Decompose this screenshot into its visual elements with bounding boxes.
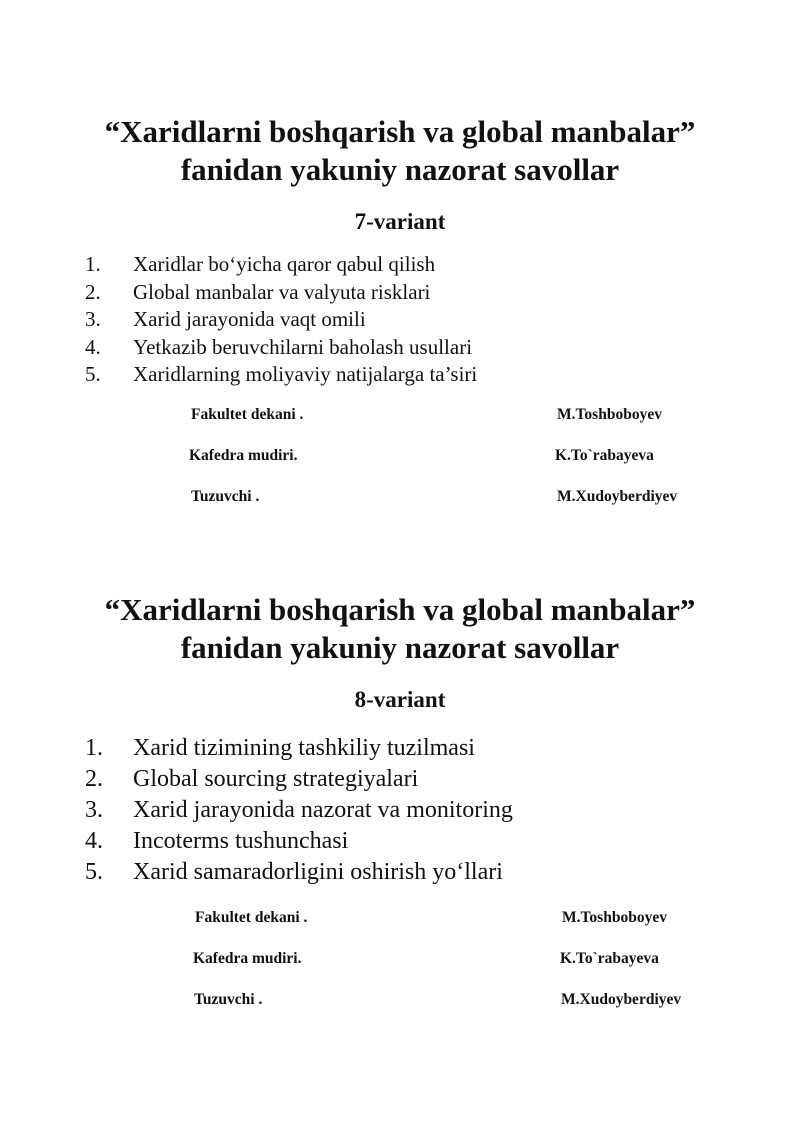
question-text: Xaridlar bo‘yicha qaror qabul qilish xyxy=(133,252,436,276)
signature-person: M.Xudoyberdiyev xyxy=(557,487,678,505)
signature-role: Kafedra mudiri. xyxy=(193,950,302,967)
question-item xyxy=(0,361,800,389)
signature-person: K.To`rabayeva xyxy=(560,950,659,967)
question-number: 4. xyxy=(85,828,103,854)
signature-person: M.Toshboboyev xyxy=(557,405,662,423)
document-title xyxy=(0,113,800,189)
question-text: Global sourcing strategiyalari xyxy=(133,766,419,792)
signature-row xyxy=(0,908,800,949)
signature-role: Fakultet dekani . xyxy=(195,909,308,926)
question-number: 3. xyxy=(85,797,103,823)
question-text: Global manbalar va valyuta risklari xyxy=(133,279,431,304)
variant-heading: 7-variant xyxy=(354,209,446,234)
question-number: 5. xyxy=(85,362,101,386)
question-text: Incoterms tushunchasi xyxy=(133,828,349,854)
question-item xyxy=(0,334,800,362)
question-number: 2. xyxy=(85,279,101,304)
signature-person: K.To`rabayeva xyxy=(555,446,654,464)
signature-role: Tuzuvchi . xyxy=(194,991,263,1008)
question-text: Xarid tizimining tashkiliy tuzilmasi xyxy=(133,735,475,761)
question-list xyxy=(0,733,800,888)
question-text: Xarid jarayonida nazorat va monitoring xyxy=(133,797,513,823)
question-text: Xaridlarning moliyaviy natijalarga ta’siri xyxy=(133,362,478,386)
title-line-1: “Xaridlarni boshqarish va global manbalar” xyxy=(104,114,696,149)
question-number: 4. xyxy=(85,334,101,359)
question-number: 1. xyxy=(85,252,101,276)
signature-role: Tuzuvchi . xyxy=(191,487,260,505)
exam-variant-section xyxy=(0,591,800,1031)
title-line-2: fanidan yakuniy nazorat savollar xyxy=(180,630,620,665)
signature-person: M.Xudoyberdiyev xyxy=(561,991,682,1008)
signature-row xyxy=(0,405,800,446)
title-line-1: “Xaridlarni boshqarish va global manbalar” xyxy=(104,592,696,627)
question-list xyxy=(0,251,800,389)
question-item xyxy=(0,795,800,826)
question-item xyxy=(0,306,800,334)
question-item xyxy=(0,251,800,279)
signature-block xyxy=(0,405,800,528)
question-item xyxy=(0,857,800,888)
question-text: Xarid jarayonida vaqt omili xyxy=(133,307,366,331)
question-number: 3. xyxy=(85,307,101,331)
signature-person: M.Toshboboyev xyxy=(562,909,667,926)
signature-row xyxy=(0,446,800,487)
signature-role: Kafedra mudiri. xyxy=(189,446,298,464)
exam-variant-section xyxy=(0,113,800,528)
question-number: 2. xyxy=(85,766,103,792)
signature-block xyxy=(0,908,800,1031)
signature-role: Fakultet dekani . xyxy=(191,405,304,423)
document-title xyxy=(0,591,800,667)
question-text: Xarid samaradorligini oshirish yo‘llari xyxy=(133,859,503,885)
signature-row xyxy=(0,487,800,528)
question-item xyxy=(0,733,800,764)
question-number: 5. xyxy=(85,859,103,885)
question-item xyxy=(0,279,800,307)
signature-row xyxy=(0,990,800,1031)
signature-row xyxy=(0,949,800,990)
variant-heading: 8-variant xyxy=(354,687,446,712)
title-line-2: fanidan yakuniy nazorat savollar xyxy=(180,152,620,187)
question-item xyxy=(0,764,800,795)
question-item xyxy=(0,826,800,857)
question-text: Yetkazib beruvchilarni baholash usullari xyxy=(133,334,473,359)
question-number: 1. xyxy=(85,735,103,761)
